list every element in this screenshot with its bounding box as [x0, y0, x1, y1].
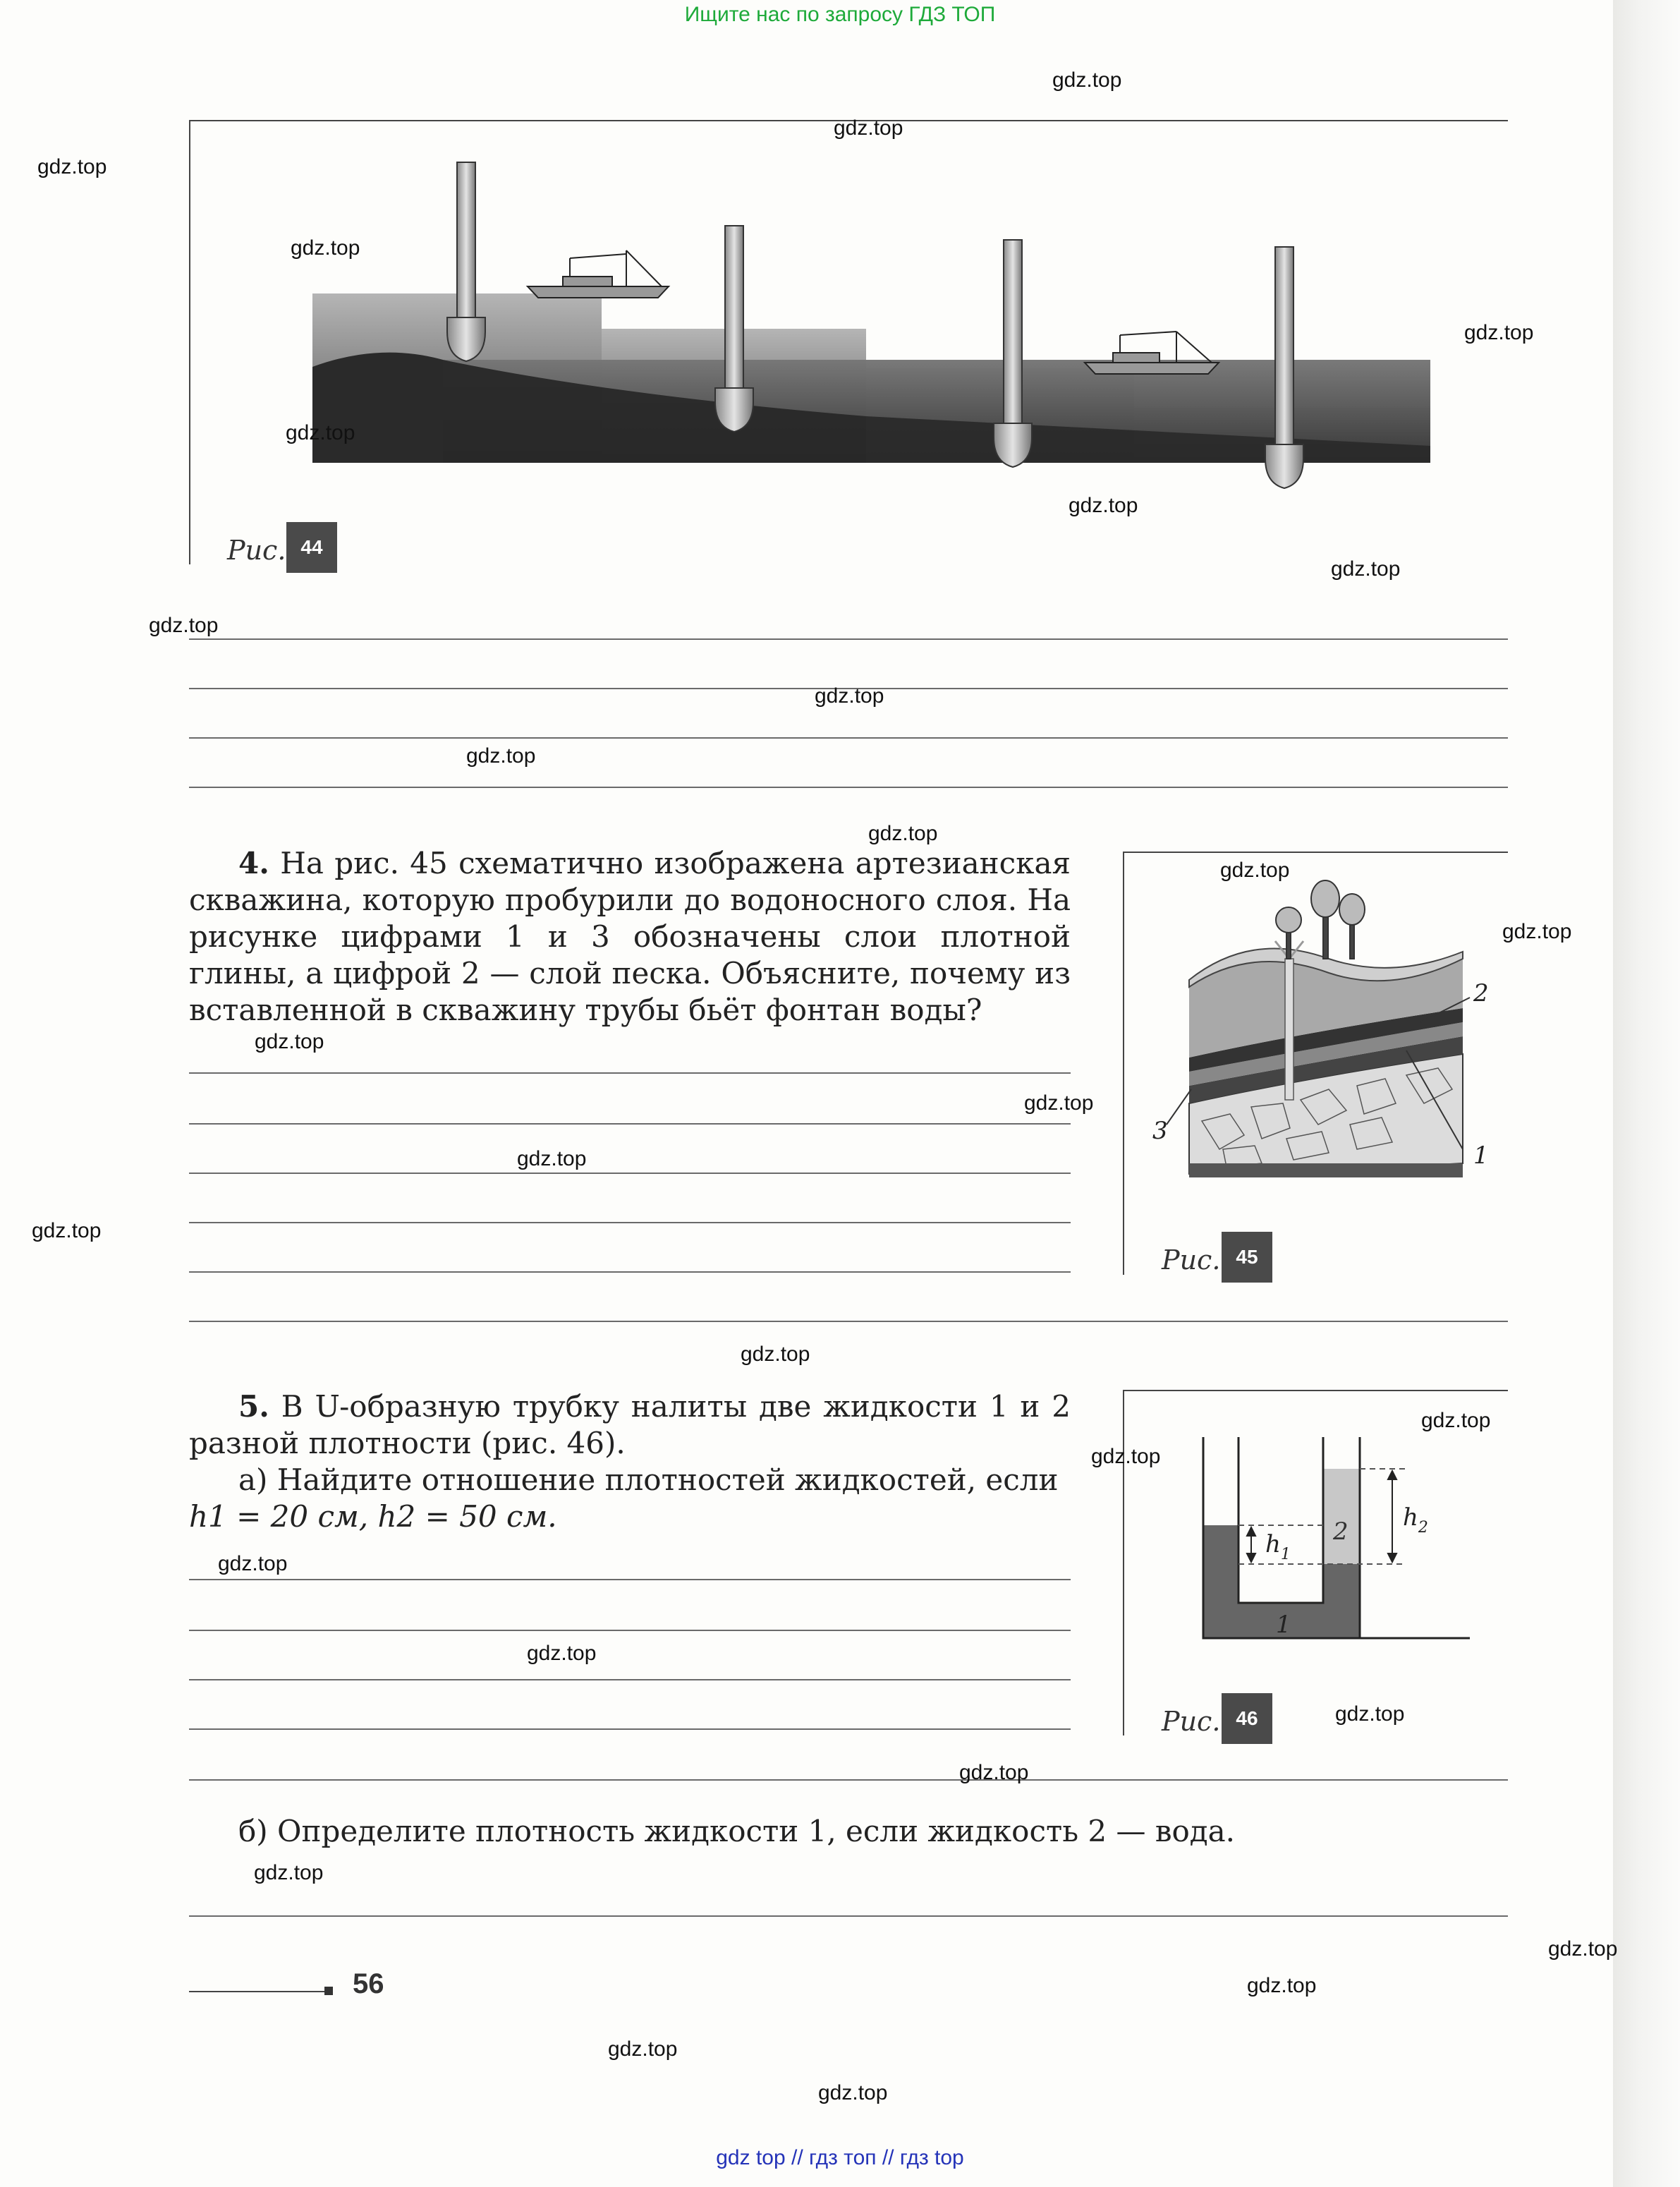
- task4-number: 4.: [238, 846, 269, 880]
- watermark: gdz.top: [1069, 494, 1138, 517]
- task5-part-a-values: h1 = 20 см, h2 = 50 см.: [189, 1499, 557, 1534]
- answer-line[interactable]: [189, 787, 1508, 788]
- svg-text:h2: [1403, 1503, 1428, 1537]
- watermark: gdz.top: [149, 614, 219, 637]
- answer-line[interactable]: [189, 737, 1508, 739]
- task4-body: На рис. 45 схематично изображена артезианская скважина, которую пробурили до водоносного слоя. На рисунке цифрами 1 и 3 обозначены слои плотной глины, а цифрой 2 — слой песка. Объясните, почему из вставленной в скважину трубы бьёт фонтан воды?: [189, 846, 1071, 1027]
- watermark: gdz.top: [517, 1147, 587, 1170]
- answer-line[interactable]: [189, 1630, 1071, 1631]
- answer-line[interactable]: [189, 1728, 1071, 1730]
- fig44-number: 44: [286, 522, 337, 573]
- answer-line[interactable]: [189, 1173, 1071, 1174]
- page-scan-edge: [1613, 0, 1680, 2187]
- watermark: gdz.top: [1335, 1702, 1405, 1726]
- answer-line[interactable]: [189, 1271, 1071, 1273]
- bottom-banner[interactable]: gdz top // гдз топ // гдз top: [716, 2146, 964, 2169]
- answer-line[interactable]: [189, 1679, 1071, 1680]
- answer-line[interactable]: [189, 1779, 1508, 1781]
- task5-part-a: а) Найдите отношение плотностей жидкостей, если: [238, 1462, 1059, 1497]
- page-number-rule: [189, 1991, 330, 1992]
- liquid-2-label: 2: [1333, 1517, 1349, 1546]
- h2-subscript: 2: [1418, 1519, 1428, 1537]
- layer-label-1: 1: [1473, 1141, 1489, 1170]
- watermark: gdz.top: [1091, 1445, 1161, 1468]
- answer-line[interactable]: [189, 1072, 1071, 1074]
- svg-text:h1: [1265, 1530, 1291, 1563]
- watermark: gdz.top: [32, 1219, 102, 1242]
- watermark: gdz.top: [286, 421, 355, 444]
- watermark: gdz.top: [254, 1861, 324, 1884]
- watermark: gdz.top: [255, 1030, 324, 1053]
- top-banner[interactable]: Ищите нас по запросу ГДЗ ТОП: [684, 3, 996, 26]
- watermark: gdz.top: [218, 1552, 288, 1575]
- watermark: gdz.top: [608, 2037, 678, 2061]
- watermark: gdz.top: [1464, 321, 1534, 344]
- watermark: gdz.top: [527, 1642, 597, 1665]
- watermark: gdz.top: [466, 744, 536, 768]
- watermark: gdz.top: [37, 155, 107, 178]
- fig46-number: 46: [1222, 1693, 1272, 1744]
- layer-label-3: 3: [1152, 1117, 1168, 1145]
- task5-intro-text: В U-образную трубку налиты две жидкости 1 и 2 разной плотности (рис. 46).: [189, 1389, 1071, 1460]
- page-number-square: [324, 1987, 333, 1995]
- task5-intro: [189, 1388, 1071, 1462]
- fig46-caption: Рис.: [1162, 1706, 1221, 1737]
- watermark: gdz.top: [868, 822, 938, 845]
- answer-line[interactable]: [189, 1222, 1071, 1223]
- h2-label: h: [1403, 1503, 1418, 1532]
- watermark: gdz.top: [1220, 859, 1290, 882]
- fig45-number: 45: [1222, 1232, 1272, 1283]
- artesian-well-illustration: [1124, 853, 1519, 1276]
- layer-label-2: 2: [1473, 979, 1489, 1007]
- watermark: gdz.top: [818, 2081, 888, 2104]
- page-number: 56: [353, 1968, 384, 1999]
- watermark: gdz.top: [815, 684, 884, 708]
- answer-line[interactable]: [189, 1579, 1071, 1580]
- liquid-1-label: 1: [1276, 1611, 1291, 1639]
- h1-subscript: 1: [1280, 1546, 1291, 1563]
- watermark: gdz.top: [1421, 1409, 1491, 1432]
- watermark: gdz.top: [741, 1343, 810, 1366]
- watermark: gdz.top: [1548, 1937, 1618, 1961]
- task5-number: 5.: [238, 1389, 269, 1424]
- ships-on-water-illustration: [189, 120, 1515, 564]
- watermark: gdz.top: [1331, 557, 1401, 581]
- answer-line[interactable]: [189, 638, 1508, 640]
- answer-line[interactable]: [189, 1915, 1508, 1917]
- watermark: gdz.top: [1052, 68, 1122, 92]
- watermark: gdz.top: [291, 236, 360, 260]
- watermark: gdz.top: [959, 1761, 1029, 1784]
- watermark: gdz.top: [834, 116, 903, 140]
- task5-part-b: б) Определите плотность жидкости 1, если жидкость 2 — вода.: [238, 1814, 1236, 1848]
- answer-line[interactable]: [189, 1123, 1071, 1125]
- watermark: gdz.top: [1502, 920, 1572, 943]
- task4-text: [189, 845, 1071, 1029]
- answer-line[interactable]: [189, 1321, 1508, 1322]
- watermark: gdz.top: [1024, 1091, 1094, 1115]
- fig45-caption: Рис.: [1162, 1244, 1221, 1276]
- u-tube-illustration: [1124, 1391, 1505, 1673]
- fig44-caption: Рис.: [227, 535, 286, 566]
- h1-label: h: [1265, 1530, 1281, 1558]
- watermark: gdz.top: [1247, 1974, 1317, 1997]
